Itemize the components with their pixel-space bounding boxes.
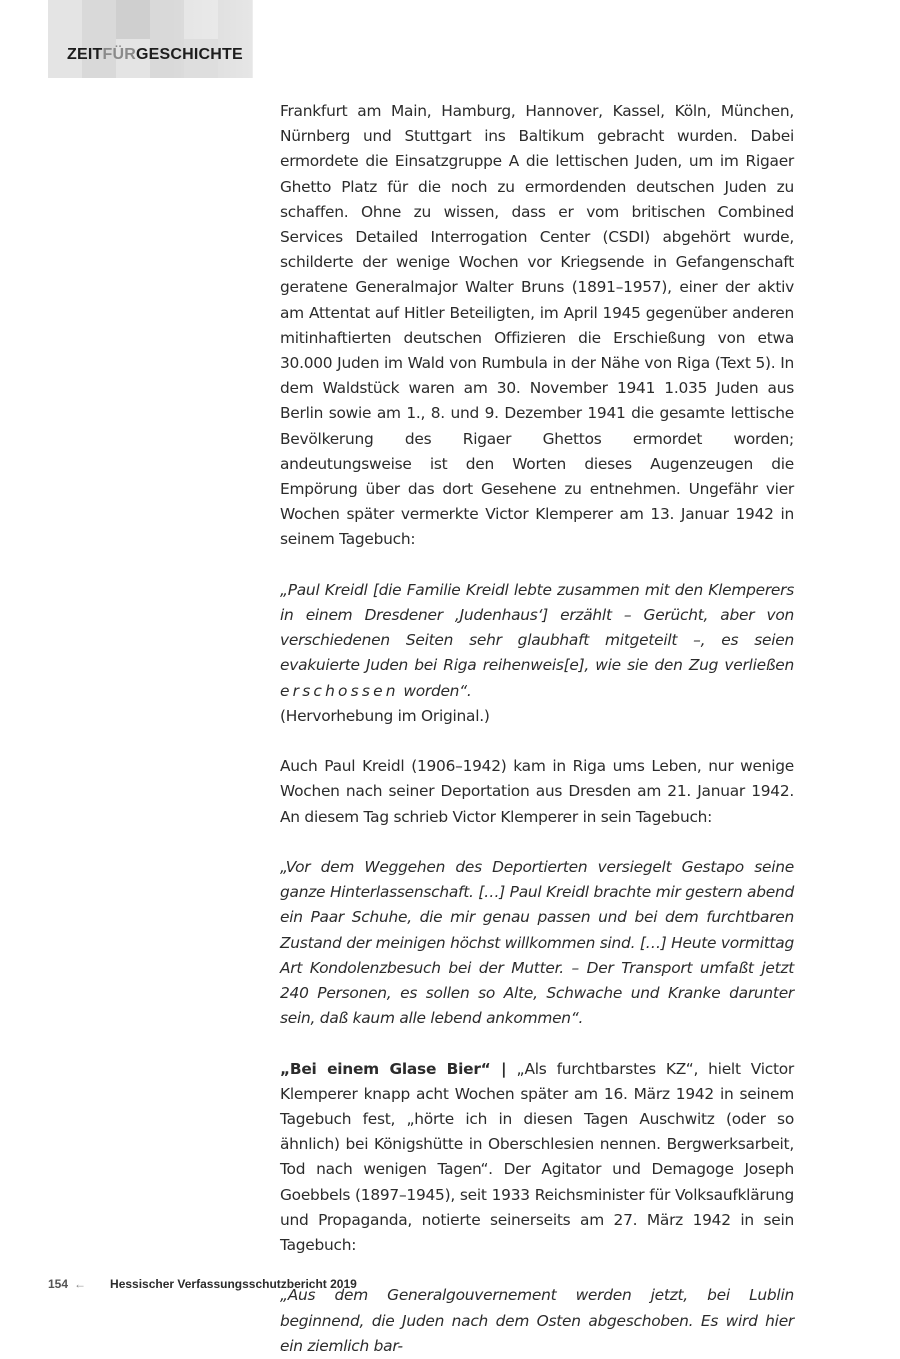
quote-note: (Hervorhebung im Original.) <box>280 706 490 725</box>
brand-logo-text <box>67 46 243 64</box>
quote-goebbels-1942-03-27: „Aus dem Generalgouvernement werden jetzt, bei Lublin beginnend, die Juden nach dem Osten abgeschoben. Es wird hier ein ziemlich bar- <box>280 1286 794 1355</box>
brand-tile-decoration <box>116 0 150 39</box>
header-brand-block <box>48 0 253 78</box>
paragraph: Frankfurt am Main, Hamburg, Hannover, Kassel, Köln, München, Nürnberg und Stuttgart ins Baltikum gebracht wurden. Dabei ermordete die Einsatzgruppe A die lettischen Juden, um im Rigaer Ghetto Platz für die noch zu ermordenden deutschen Juden zu schaffen. Ohne zu wissen, dass er vom britischen Combined Services Detailed Interrogation Center (CSDI) abgehört wurde, schilderte der wenige Wochen vor Kriegsende in Gefangenschaft geratene Generalmajor Walter Bruns (1891–1957), einer der aktiv am Attentat auf Hitler Beteiligten, im April 1945 gegenüber anderen mitinhaftierten deutschen Offizieren die Erschießung von etwa 30.000 Juden im Wald von Rumbula in der Nähe von Riga (Text 5). In dem Waldstück waren am 30. November 1941 1.035 Juden aus Berlin sowie am 1., 8. und 9. Dezember 1941 die gesamte lettische Bevölkerung des Rigaer Ghettos ermordet worden; andeutungsweise ist den Worten dieses Augenzeugen die Empörung über das dort Gesehene zu entnehmen. Ungefähr vier Wochen später vermerkte Victor Klemperer am 13. Januar 1942 in seinem Tagebuch: <box>280 102 794 549</box>
paragraph-bei-einem-glase-bier <box>280 1057 794 1259</box>
quote-text: „Paul Kreidl [die Familie Kreidl lebte zusammen mit den Klemperers in einem Dresdener ‚Judenhaus‘] erzählt – Gerücht, aber von verschiedenen Seiten sehr glaubhaft mitgeteilt –, es seien evakuierte Juden bei Riga reihenweis[e], wie sie den Zug verließen <box>280 580 794 675</box>
brand-part-geschichte: GESCHICHTE <box>135 46 243 63</box>
paragraph: Auch Paul Kreidl (1906–1942) kam in Riga ums Leben, nur wenige Wochen nach seiner Deportation aus Dresden am 21. Januar 1942. An diesem Tag schrieb Victor Klemperer in sein Tagebuch: <box>280 757 794 826</box>
page-footer <box>48 1277 357 1291</box>
page-number: 154 <box>48 1277 69 1291</box>
quote-end: worden“. <box>398 681 472 700</box>
quote-klemperer-1942-01-13 <box>280 578 794 704</box>
paragraph-text: „Als furchtbarstes KZ“, hielt Victor Klemperer knapp acht Wochen später am 16. März 1942 in seinem Tagebuch fest, „hörte ich in diesen Tagen Auschwitz (oder so ähnlich) bei Königshütte in Oberschlesien nennen. Bergwerksarbeit, Tod nach wenigen Tagen“. Der Agitator und Demagoge Joseph Goebbels (1897–1945), seit 1933 Reichsminister für Volksaufklärung und Propaganda, notierte seinerseits am 27. März 1942 in sein Tagebuch: <box>280 1059 794 1255</box>
quote-emphasis: erschossen <box>280 681 399 700</box>
quote-klemperer-1942-01-21: „Vor dem Weggehen des Deportierten versiegelt Gestapo seine ganze Hinterlassenschaft. […] Paul Kreidl brachte mir gestern abend ein Paar Schuhe, die mir genau passen und bei dem furchtbaren Zustand der meinigen höchst willkommen sind. […] Heute vormittag Art Kondolenzbesuch bei der Mutter. – Der Transport umfaßt jetzt 240 Personen, es sollen so Alte, Schwache und Kranke darunter sein, daß kaum alle lebend ankommen“. <box>280 858 794 1028</box>
brand-part-fuer: FÜR <box>102 46 136 63</box>
section-heading: „Bei einem Glase Bier“ | <box>280 1059 507 1078</box>
brand-part-zeit: ZEIT <box>67 46 103 63</box>
arrow-left-icon: ← <box>74 1277 87 1291</box>
article-body <box>280 99 794 1359</box>
publication-title: Hessischer Verfassungsschutzbericht 2019 <box>110 1277 357 1291</box>
